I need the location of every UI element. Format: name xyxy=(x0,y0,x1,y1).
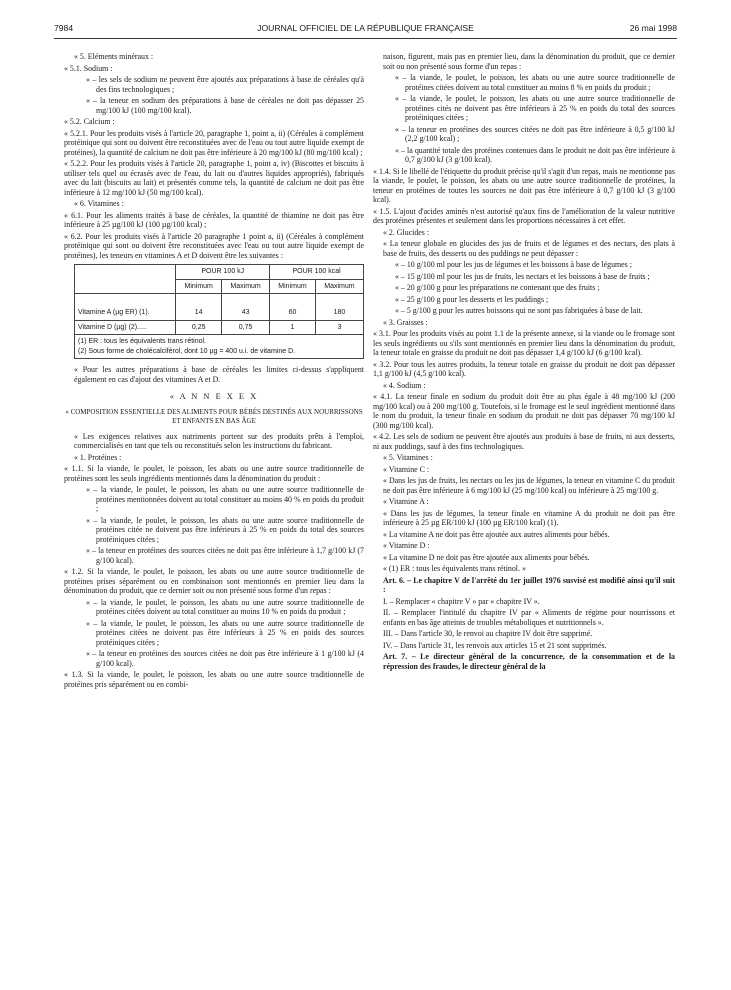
paragraph: « – la viande, le poulet, le poisson, les abats ou une autre source traditionnelle de protéines citées ne doivent pas être inférieurs à 25 % en poids des sources protéiniques citées ; xyxy=(86,618,364,647)
paragraph: « 3.2. Pour tous les autres produits, la teneur totale en graisse du produit ne doit pas dépasser 1,1 g/100 kJ (4,5 g/100 kcal). xyxy=(373,359,675,378)
page-header xyxy=(54,22,677,39)
left-column xyxy=(64,52,364,691)
paragraph: « 5.2.2. Pour les produits visés à l'article 20, paragraphe 1, point a, iv) (Biscottes et biscuits à utiliser tels quel ou écrasés avec de l'eau, du lait ou d'autres liquides appropriés), fabriqués avec du lait (biscuits au lait) et présentés comme tels, la quantité de calcium ne doit pas être inférieure à 12 mg/100 kJ (50 mg/100 kcal). xyxy=(64,159,364,197)
cell: 43 xyxy=(222,294,270,321)
paragraph: « – les sels de sodium ne peuvent être ajoutés aux préparations à base de céréales qu'à des fins technologiques ; xyxy=(86,75,364,94)
paragraph: « 1. Protéines : xyxy=(74,452,122,462)
paragraph: naison, figurent, mais pas en premier lieu, dans la dénomination du produit, que ce dernier soit ou non présenté sous forme d'un repas : xyxy=(383,52,675,71)
paragraph: « 1.3. Si la viande, le poulet, le poisson, les abats ou une autre source traditionnelle de protéines pris séparément ou en combi- xyxy=(64,670,364,689)
paragraph: « 3.1. Pour les produits visés au point 1.1 de la présente annexe, si la viande ou le fromage sont les seuls ingrédients ou s'ils sont mentionnés en premier lieu dans la dénomination du produit, la teneur totale en graisse du produit ne doit pas dépasser 1,4 g/100 kJ (6 g/100 kcal). xyxy=(373,329,675,357)
paragraph: « 5. Vitamines : xyxy=(383,453,433,462)
table-subheader: Minimum xyxy=(176,279,222,294)
paragraph: « – 25 g/100 g pour les desserts et les puddings ; xyxy=(395,294,549,304)
cell: 14 xyxy=(176,294,222,321)
right-column xyxy=(373,52,675,673)
paragraph: « – la teneur en protéines des sources citées ne doit pas être inférieure à 1 g/100 kJ (4 g/100 kcal). xyxy=(86,649,364,668)
paragraph: « 5. Eléments minéraux : xyxy=(74,52,154,61)
paragraph: « 5.2. Calcium : xyxy=(64,117,115,126)
paragraph: « – 15 g/100 ml pour les jus de fruits, les nectars et les boissons à base de fruits ; xyxy=(395,271,650,281)
paragraph: « 3. Graisses : xyxy=(383,317,428,327)
paragraph: III. – Dans l'article 30, le renvoi au chapitre IV doit être supprimé. xyxy=(383,629,593,638)
annex-subtitle: « COMPOSITION ESSENTIELLE DES ALIMENTS POUR BÉBÉS DESTINÉS AUX NOURRISSONS ET ENFANTS EN BAS ÂGE xyxy=(65,407,363,425)
paragraph: « Dans les jus de fruits, les nectars ou les jus de légumes, la teneur en vitamine C du produit ne doit pas être inférieure à 6 mg/100 kJ (25 mg/100 kcal) ou inférieure à 25 mg/100 g. xyxy=(383,476,675,495)
cell: 1 xyxy=(270,320,316,335)
paragraph: « – la viande, le poulet, le poisson, les abats ou une autre source traditionnelle de protéines citées doivent au total constituer au moins 10 % en poids du produit ; xyxy=(86,597,364,616)
table-note: (2) Sous forme de cholécalciférol, dont 10 µg = 400 u.i. de vitamine D. xyxy=(78,347,296,355)
paragraph: « – la teneur en sodium des préparations à base de céréales ne doit pas dépasser 25 mg/100 kJ (100 mg/100 kcal). xyxy=(86,96,364,115)
paragraph: « La vitamine D ne doit pas être ajoutée aux aliments pour bébés. xyxy=(383,552,590,562)
cell: 0,75 xyxy=(222,320,270,335)
paragraph: « 4.2. Les sels de sodium ne peuvent être ajoutés aux produits à base de fruits, ni aux desserts, ni aux puddings, sauf à des fins technologiques. xyxy=(373,432,675,451)
table-subheader: Minimum xyxy=(270,279,316,294)
paragraph: « 4.1. La teneur finale en sodium du produit doit être au plus égale à 48 mg/100 kJ (200 mg/100 kcal) ou à 200 mg/100 g. Toutefois, si le fromage est le seul ingrédient mentionné dans le nom du produit, la teneur finale en sodium du produit ne doit pas dépasser 70 mg/100 kJ (300 mg/100 kcal). xyxy=(373,392,675,430)
paragraph: « – la viande, le poulet, le poisson, les abats ou une autre source traditionnelle de protéines citée ne doivent pas être inférieurs à 25 % en poids du total des sources protéiniques citées ; xyxy=(86,515,364,544)
page-number: 7984 xyxy=(54,23,74,33)
vitamin-table xyxy=(74,264,364,359)
paragraph: « Les exigences relatives aux nutriments portent sur des produits prêts à l'emploi, commercialisés en tant que tels ou reconstitués selon les instructions du fabricant. xyxy=(74,431,364,450)
paragraph: « La teneur globale en glucides des jus de fruits et de légumes et des nectars, des plats à base de fruits, des desserts ou des puddings ne peut dépasser : xyxy=(383,239,675,258)
paragraph: « 2. Glucides : xyxy=(383,227,430,237)
cell: 0,25 xyxy=(176,320,222,335)
paragraph: « 5.1. Sodium : xyxy=(64,63,113,73)
table-notes xyxy=(75,335,364,359)
table-row xyxy=(75,320,364,335)
paragraph: « – 5 g/100 g pour les autres boissons qui ne sont pas fabriquées à base de lait. xyxy=(395,306,643,315)
paragraph: « 4. Sodium : xyxy=(383,380,426,390)
table-header-kj: POUR 100 kJ xyxy=(176,265,270,280)
paragraph: « – la viande, le poulet, le poisson, les abats ou une autre source traditionnelle de protéines citées doivent au total constituer au moins 8 % en poids du produit ; xyxy=(395,73,675,92)
table-header-kcal: POUR 100 kcal xyxy=(270,265,364,280)
table-note: (1) ER : tous les équivalents trans rétinol. xyxy=(78,338,207,345)
paragraph: « 6.1. Pour les aliments traités à base de céréales, la quantité de thiamine ne doit pas être inférieure à 25 µg/100 kJ (100 µg/100 kcal) ; xyxy=(64,210,364,229)
issue-date: 26 mai 1998 xyxy=(629,23,677,33)
paragraph: « Dans les jus de légumes, la teneur finale en vitamine A du produit ne doit pas être inférieure à 25 µg ER/100 kJ (100 µg ER/100 kcal) (1). xyxy=(383,508,675,527)
paragraph: « 5.2.1. Pour les produits visés à l'article 20, paragraphe 1, point a, ii) (Céréales à complément protéinique qui sont ou doivent être reconstituées avec de l'eau ou tout autre liquide exempt de protéines), la quantité de calcium ne doit pas être inférieure à 20 mg/100 kJ (80 mg/100 kcal) ; xyxy=(64,128,364,157)
table-subheader: Maximum xyxy=(222,279,270,294)
paragraph: « – 20 g/100 g pour les préparations ne contenant que des fruits ; xyxy=(395,283,600,292)
paragraph: « – la viande, le poulet, le poisson, les abats ou une autre source traditionnelle de protéines cités ne doivent pas être inférieurs à 25 % en poids du total des sources protéiniques citées ; xyxy=(395,94,675,122)
paragraph: Art. 6. – Le chapitre V de l'arrêté du 1er juillet 1976 susvisé est modifié ainsi qu'il suit : xyxy=(383,575,675,594)
paragraph: « 1.4. Si le libellé de l'étiquette du produit précise qu'il s'agit d'un repas, mais ne mentionne pas la viande, le poulet, le poisson, les abats ou une autre source traditionnelle de protéines, la teneur en protéines de toutes les sources ne doit pas être inférieure à 0,7 g/100 kJ (3 g/100 kcal). xyxy=(373,166,675,204)
cell: 3 xyxy=(315,320,363,335)
paragraph: « La vitamine A ne doit pas être ajoutée aux autres aliments pour bébés. xyxy=(383,529,610,539)
paragraph: « (1) ER : tous les équivalents trans rétinol. » xyxy=(383,564,526,573)
paragraph: « 6. Vitamines : xyxy=(74,199,124,208)
paragraph: « – la teneur en protéines des sources citées ne doit pas être inférieure à 1,7 g/100 kJ (7 g/100 kcal). xyxy=(86,546,364,565)
row-label: Vitamine D (µg) (2)..... xyxy=(75,320,176,335)
paragraph: « Pour les autres préparations à base de céréales les limites ci-dessus s'appliquent également en cas d'ajout des vitamines A et D. xyxy=(74,365,364,384)
annex-title: « A N N E X E X xyxy=(169,392,259,401)
table-subheader: Maximum xyxy=(315,279,363,294)
journal-title: JOURNAL OFFICIEL DE LA RÉPUBLIQUE FRANÇAISE xyxy=(257,23,474,33)
paragraph: « Vitamine D : xyxy=(383,541,430,550)
paragraph: « Vitamine A : xyxy=(383,497,429,506)
cell: 180 xyxy=(315,294,363,321)
paragraph: II. – Remplacer l'intitulé du chapitre IV par « Aliments de régime pour nourrissons et enfants en bas âge atteints de troubles métaboliques et nutritionnels ». xyxy=(383,608,675,627)
paragraph: I. – Remplacer « chapitre V » par « chapitre IV ». xyxy=(383,596,540,606)
paragraph: « – la quantité totale des protéines contenues dans le produit ne doit pas être inférieure à 0,7 g/100 kJ (3 g/100 kcal). xyxy=(395,145,675,164)
paragraph: Art. 7. – Le directeur général de la concurrence, de la consommation et de la répression des fraudes, le directeur général de la xyxy=(383,652,675,671)
row-label: Vitamine A (µg ER) (1). xyxy=(75,294,176,321)
paragraph: « – 10 g/100 ml pour les jus de légumes et les boissons à base de légumes ; xyxy=(395,260,632,269)
paragraph: « Vitamine C : xyxy=(383,464,430,474)
cell: 60 xyxy=(270,294,316,321)
paragraph: « 1.2. Si la viande, le poulet, le poisson, les abats ou une autre source traditionnelle de protéines prises séparément ou en combinaison sont mentionnés en premier lieu dans la dénomination du produit, que ce dernier soit ou non présenté sous forme d'un repas : xyxy=(64,567,364,595)
paragraph: « 6.2. Pour les produits visés à l'article 20 paragraphe 1 point a, ii) (Céréales à complément protéinique qui sont ou doivent être reconstituées avec l'eau ou tout autre liquide exempt de protéines), les teneurs en vitamines A et D doivent être les suivantes : xyxy=(64,231,364,260)
paragraph: « 1.1. Si la viande, le poulet, le poisson, les abats ou une autre source traditionnelle de protéines sont les seuls ingrédients mentionnés dans la dénomination du produit : xyxy=(64,464,364,483)
paragraph: « 1.5. L'ajout d'acides aminés n'est autorisé qu'aux fins de l'amélioration de la valeur nutritive des protéines présentes et seulement dans les proportions nécessaires à cet effet. xyxy=(373,206,675,225)
paragraph: IV. – Dans l'article 31, les renvois aux articles 15 et 21 sont supprimés. xyxy=(383,640,607,650)
paragraph: « – la viande, le poulet, le poisson, les abats ou une autre source traditionnelle de protéines mentionnées doivent au total constituer au moins 40 % en poids du produit ; xyxy=(86,485,364,513)
paragraph: « – la teneur en protéines des sources citées ne doit pas être inférieure à 0,5 g/100 kJ (2,2 g/100 kcal) ; xyxy=(395,124,675,143)
table-row xyxy=(75,294,364,321)
